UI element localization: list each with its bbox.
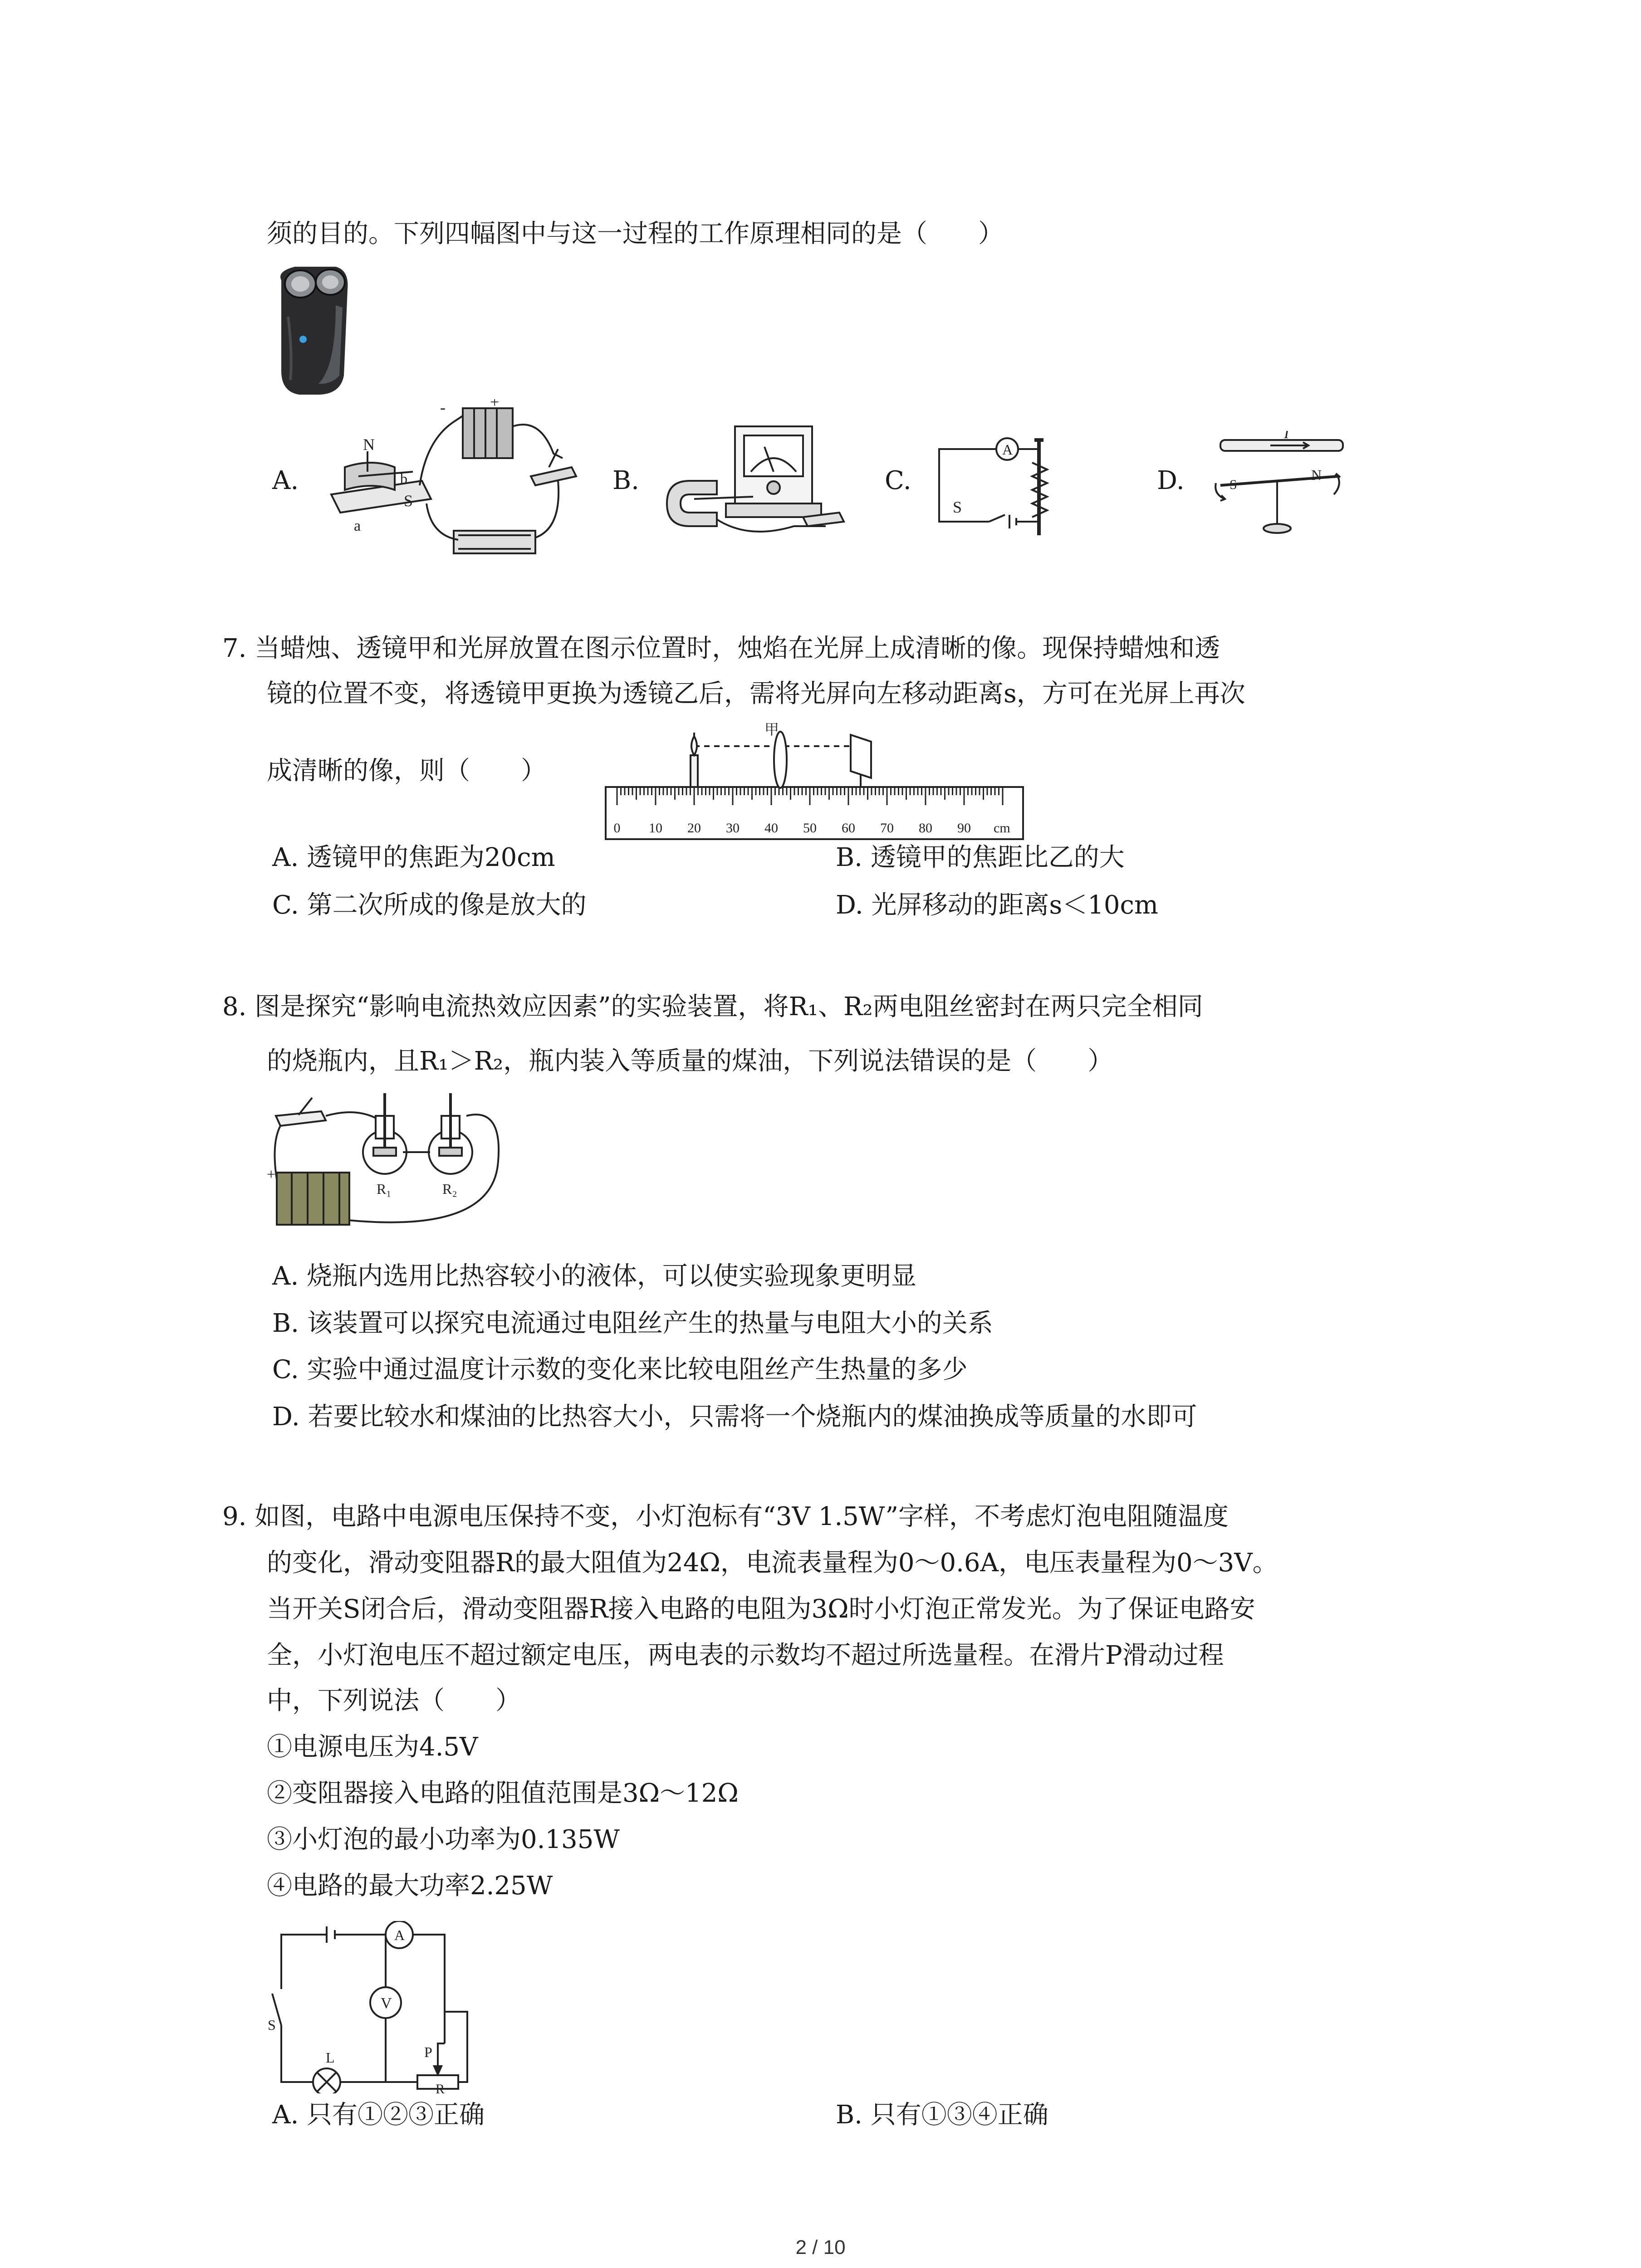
q6-figure-a bbox=[318, 399, 581, 573]
q7-stem-line-3: 成清晰的像，则（ ） bbox=[267, 756, 546, 786]
q9-statement-4: ④电路的最大功率2.25W bbox=[267, 1871, 553, 1901]
q8-heating-experiment-figure bbox=[267, 1089, 507, 1240]
q6-fig-c-label-a: A bbox=[1002, 441, 1013, 458]
q6-fig-c-label-s: S bbox=[953, 498, 962, 516]
page-number: 2 / 10 bbox=[795, 2236, 846, 2258]
q6-fig-a-label-plus: + bbox=[490, 399, 500, 411]
q7-option-c: C. 第二次所成的像是放大的 bbox=[272, 890, 587, 920]
ruler-tick-label: 80 bbox=[919, 821, 932, 836]
q6-fig-a-label-s: S bbox=[404, 492, 413, 510]
ruler-tick-label: 10 bbox=[649, 821, 662, 836]
q8-option-b: B. 该装置可以探究电流通过电阻丝产生的热量与电阻大小的关系 bbox=[272, 1309, 993, 1338]
q9-fig-label-v: V bbox=[381, 1995, 392, 2012]
q6-option-c-label: C. bbox=[885, 466, 911, 495]
q9-fig-label-r: R bbox=[436, 2082, 445, 2093]
q6-fig-a-label-b: b bbox=[400, 470, 407, 487]
q6-option-a-label: A. bbox=[272, 466, 299, 495]
q9-fig-label-l: L bbox=[326, 2049, 335, 2066]
q8-fig-label-plus: + bbox=[267, 1166, 276, 1183]
ruler-tick-label: 40 bbox=[764, 821, 778, 836]
shaver-image bbox=[268, 262, 354, 400]
q6-fig-a-label-a: a bbox=[354, 518, 361, 534]
q9-stem-line-4: 全，小灯泡电压不超过额定电压，两电表的示数均不超过所选量程。在滑片P滑动过程 bbox=[267, 1641, 1224, 1670]
q9-circuit-diagram bbox=[268, 1921, 504, 2095]
q9-stem-line-1: 9. 如图，电路中电源电压保持不变，小灯泡标有“3V 1.5W”字样，不考虑灯泡电阻随温度 bbox=[222, 1502, 1229, 1531]
q7-stem-line-2: 镜的位置不变，将透镜甲更换为透镜乙后，需将光屏向左移动距离s，方可在光屏上再次 bbox=[267, 679, 1245, 709]
q7-option-b: B. 透镜甲的焦距比乙的大 bbox=[836, 843, 1125, 872]
q8-option-c: C. 实验中通过温度计示数的变化来比较电阻丝产生热量的多少 bbox=[272, 1355, 968, 1384]
q6-fig-a-label-minus: - bbox=[440, 399, 446, 416]
q8-stem-line-2: 的烧瓶内，且R₁＞R₂，瓶内装入等质量的煤油，下列说法错误的是（ ） bbox=[267, 1046, 1113, 1076]
q6-fig-d-label-i: I bbox=[1284, 431, 1289, 442]
ruler-tick-label: 30 bbox=[726, 821, 740, 836]
q9-stem-line-3: 当开关S闭合后，滑动变阻器R接入电路的电阻为3Ω时小灯泡正常发光。为了保证电路安 bbox=[267, 1594, 1255, 1624]
q6-fig-d-label-s: S bbox=[1230, 477, 1237, 492]
q7-stem-line-1: 7. 当蜡烛、透镜甲和光屏放置在图示位置时，烛焰在光屏上成清晰的像。现保持蜡烛和透 bbox=[222, 634, 1220, 663]
q9-option-b: B. 只有①③④正确 bbox=[836, 2100, 1048, 2130]
q6-fig-d-label-n: N bbox=[1311, 467, 1322, 483]
q6-figure-c bbox=[930, 431, 1066, 546]
q6-figure-b bbox=[658, 422, 848, 555]
ruler-tick-label: 0 bbox=[613, 821, 621, 836]
q7-option-a: A. 透镜甲的焦距为20cm bbox=[272, 843, 555, 872]
ruler-tick-label: 50 bbox=[803, 821, 817, 836]
q9-fig-label-a: A bbox=[394, 1927, 405, 1943]
ruler-tick-label: 20 bbox=[687, 821, 701, 836]
q8-fig-label-r2: R₂ bbox=[442, 1181, 457, 1197]
ruler-lens-label: 甲 bbox=[764, 721, 779, 738]
q9-fig-label-s: S bbox=[268, 2017, 276, 2033]
q8-fig-label-r1: R₁ bbox=[377, 1181, 392, 1197]
ruler-tick-label: 60 bbox=[842, 821, 855, 836]
optical-bench-figure bbox=[603, 719, 1034, 846]
q6-option-d-label: D. bbox=[1157, 466, 1185, 495]
q7-option-d: D. 光屏移动的距离s＜10cm bbox=[836, 890, 1158, 920]
q9-stem-line-5: 中，下列说法（ ） bbox=[267, 1686, 521, 1716]
q6-stem-tail: 须的目的。下列四幅图中与这一过程的工作原理相同的是（ ） bbox=[267, 219, 1004, 249]
q6-option-b-label: B. bbox=[612, 466, 639, 495]
q9-statement-2: ②变阻器接入电路的阻值范围是3Ω～12Ω bbox=[267, 1779, 739, 1808]
q6-figure-d bbox=[1202, 431, 1352, 546]
q8-option-d: D. 若要比较水和煤油的比热容大小，只需将一个烧瓶内的煤油换成等质量的水即可 bbox=[272, 1402, 1197, 1432]
q8-stem-line-1: 8. 图是探究“影响电流热效应因素”的实验装置，将R₁、R₂两电阻丝密封在两只完全相同 bbox=[222, 992, 1203, 1022]
q9-statement-1: ①电源电压为4.5V bbox=[267, 1732, 478, 1762]
q9-fig-label-p: P bbox=[424, 2044, 432, 2060]
ruler-tick-label: 90 bbox=[957, 821, 971, 836]
q9-statement-3: ③小灯泡的最小功率为0.135W bbox=[267, 1825, 620, 1854]
ruler-unit: cm bbox=[994, 821, 1010, 836]
q6-fig-a-label-n: N bbox=[363, 435, 375, 454]
ruler-tick-label: 70 bbox=[880, 821, 894, 836]
q8-option-a: A. 烧瓶内选用比热容较小的液体，可以使实验现象更明显 bbox=[272, 1261, 917, 1291]
q9-option-a: A. 只有①②③正确 bbox=[272, 2100, 485, 2130]
q9-stem-line-2: 的变化，滑动变阻器R的最大阻值为24Ω，电流表量程为0～0.6A，电压表量程为0～3V。 bbox=[267, 1548, 1278, 1578]
